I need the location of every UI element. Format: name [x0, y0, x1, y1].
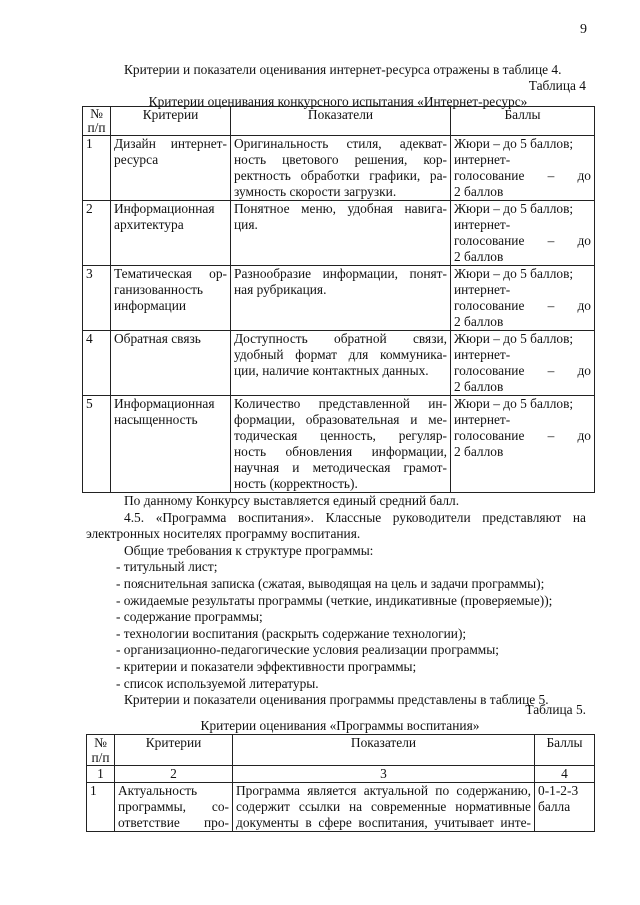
- table4-cell-indicators: [231, 201, 451, 266]
- table4-cell-indicators: [231, 136, 451, 201]
- table4-row: [83, 136, 595, 201]
- table5-header-indicators: Показатели: [233, 735, 535, 766]
- table5: [86, 734, 595, 832]
- table5-numbering-row: [87, 766, 595, 783]
- cell-line: Программа является актуальной по содержанию,: [236, 783, 531, 798]
- cell-line: Жюри – до 5 баллов;: [454, 266, 574, 281]
- table5-caption: Критерии оценивания «Программы воспитания»: [200, 718, 480, 733]
- cell-line: голосование – до: [454, 168, 591, 183]
- cell-line: ректность обработки графики, ра-: [234, 168, 447, 183]
- table4-row: [83, 331, 595, 396]
- table4-cell-indicators: [231, 396, 451, 493]
- table4-cell-criteria: [111, 396, 231, 493]
- table5-numbering-cell: 4: [535, 766, 595, 783]
- cell-line: ность цветового решения, кор-: [234, 152, 447, 167]
- table4-cell-num: 4: [83, 331, 111, 396]
- cell-line: интернет-: [454, 152, 511, 167]
- list-item: - пояснительная записка (сжатая, выводящая на цель и задачи программы);: [116, 576, 545, 591]
- table4-header-num: № п/п: [83, 107, 111, 136]
- list-item: - список используемой литературы.: [116, 675, 319, 691]
- table4-cell-score: [451, 331, 595, 396]
- cell-line: интернет-: [454, 217, 511, 232]
- table4-row: [83, 201, 595, 266]
- cell-line: Доступность обратной связи,: [234, 331, 447, 346]
- cell-line: Жюри – до 5 баллов;: [454, 136, 574, 151]
- cell-line: 0-1-2-3: [538, 783, 579, 798]
- table5-label: Таблица 5.: [525, 702, 586, 717]
- cell-line: балла: [538, 799, 571, 814]
- cell-line: голосование – до: [454, 233, 591, 248]
- cell-line: Количество представленной ин-: [234, 396, 447, 411]
- table5-cell-num: 1: [87, 783, 115, 832]
- table4-cell-num: 2: [83, 201, 111, 266]
- paragraph-program-heading: 4.5. «Программа воспитания». Классные руководители представляют на: [124, 509, 586, 525]
- table4-cell-score: [451, 136, 595, 201]
- intro-line: Критерии и показатели оценивания интернет-ресурса отражены в таблице 4.: [124, 62, 562, 77]
- list-item: - технологии воспитания (раскрыть содержание технологии);: [116, 625, 467, 641]
- paragraph-general-requirements: Общие требования к структуре программы:: [124, 542, 374, 558]
- list-item: - ожидаемые результаты программы (четкие, индикативные (проверяемые));: [116, 592, 553, 608]
- page-number: 9: [580, 22, 587, 37]
- table4-cell-indicators: [231, 266, 451, 331]
- table4-cell-num: 1: [83, 136, 111, 201]
- cell-line: интернет-: [454, 282, 511, 297]
- cell-line: голосование – до: [454, 363, 591, 378]
- table5-header-score: Баллы: [535, 735, 595, 766]
- list-item: - титульный лист;: [116, 559, 218, 575]
- table5-numbering-cell: 1: [87, 766, 115, 783]
- cell-line: 2 баллов: [454, 444, 504, 459]
- table4-cell-criteria: [111, 136, 231, 201]
- cell-line: 2 баллов: [454, 314, 504, 329]
- table4-cell-num: 5: [83, 396, 111, 493]
- cell-line: голосование – до: [454, 428, 591, 443]
- cell-line: Жюри – до 5 баллов;: [454, 201, 574, 216]
- cell-line: ция.: [234, 217, 258, 232]
- cell-line: содержит ссылки на современные нормативные: [236, 799, 531, 814]
- table5-cell-criteria: [115, 783, 233, 832]
- cell-line: Обратная связь: [114, 331, 201, 346]
- table5-header-num: № п/п: [87, 735, 115, 766]
- cell-line: Оригинальность стиля, адекват-: [234, 136, 447, 151]
- cell-line: документы в сфере воспитания, учитывает инте-: [236, 815, 531, 830]
- cell-line: Жюри – до 5 баллов;: [454, 396, 574, 411]
- table4-caption: Критерии оценивания конкурсного испытания «Интернет-ресурс»: [148, 94, 528, 109]
- cell-line: тодическая ценность, регуляр-: [234, 428, 447, 443]
- table4-cell-criteria: [111, 331, 231, 396]
- cell-line: Разнообразие информации, понят-: [234, 266, 447, 281]
- table5-row: [87, 783, 595, 832]
- cell-line: ность (корректность).: [234, 476, 358, 491]
- table4: [82, 106, 595, 493]
- cell-line: Дизайн интернет-: [114, 136, 227, 151]
- table5-header-row: [87, 735, 595, 766]
- table4-header-row: [83, 107, 595, 136]
- table4-cell-criteria: [111, 266, 231, 331]
- paragraph-single-score: По данному Конкурсу выставляется единый средний балл.: [124, 493, 460, 508]
- cell-line: интернет-: [454, 347, 511, 362]
- table4-row: [83, 396, 595, 493]
- list-item: - организационно-педагогические условия реализации программы;: [116, 642, 499, 658]
- table4-row: [83, 266, 595, 331]
- list-item: - содержание программы;: [116, 609, 263, 625]
- paragraph-program-continued: электронных носителях программу воспитания.: [86, 526, 361, 542]
- cell-line: насыщенность: [114, 412, 198, 427]
- table4-header-criteria: Критерии: [111, 107, 231, 136]
- cell-line: Жюри – до 5 баллов;: [454, 331, 574, 346]
- cell-line: 2 баллов: [454, 379, 504, 394]
- table5-numbering-cell: 2: [115, 766, 233, 783]
- cell-line: интернет-: [454, 412, 511, 427]
- cell-line: 2 баллов: [454, 184, 504, 199]
- cell-line: голосование – до: [454, 298, 591, 313]
- table5-header-criteria: Критерии: [115, 735, 233, 766]
- cell-line: ответствие про-: [118, 815, 229, 830]
- cell-line: программы, со-: [118, 799, 229, 814]
- cell-line: научная и методическая грамот-: [234, 460, 447, 475]
- table5-cell-indicators: [233, 783, 535, 832]
- table4-cell-score: [451, 396, 595, 493]
- cell-line: зумность скорости загрузки.: [234, 184, 397, 199]
- cell-line: 2 баллов: [454, 249, 504, 264]
- cell-line: удобный формат для коммуника-: [234, 347, 447, 362]
- cell-line: архитектура: [114, 217, 184, 232]
- cell-line: Информационная: [114, 201, 215, 216]
- cell-line: ная рубрикация.: [234, 282, 327, 297]
- closing-line: Критерии и показатели оценивания программы представлены в таблице 5.: [124, 692, 549, 708]
- table4-cell-num: 3: [83, 266, 111, 331]
- cell-line: ресурса: [114, 152, 159, 167]
- cell-line: ганизованность: [114, 282, 204, 297]
- table4-header-score: Баллы: [451, 107, 595, 136]
- table4-cell-score: [451, 201, 595, 266]
- cell-line: Тематическая ор-: [114, 266, 227, 281]
- table4-label: Таблица 4: [528, 78, 586, 93]
- table4-cell-criteria: [111, 201, 231, 266]
- table4-header-indicators: Показатели: [231, 107, 451, 136]
- cell-line: формации, образовательная и ме-: [234, 412, 447, 427]
- cell-line: информации: [114, 298, 187, 313]
- table4-cell-indicators: [231, 331, 451, 396]
- table5-cell-score: [535, 783, 595, 832]
- cell-line: Информационная: [114, 396, 215, 411]
- cell-line: ции, наличие контактных данных.: [234, 363, 429, 378]
- list-item: - критерии и показатели эффективности программы;: [116, 659, 417, 674]
- cell-line: ность обновления информации,: [234, 444, 447, 459]
- cell-line: Понятное меню, удобная навига-: [234, 201, 447, 216]
- cell-line: Актуальность: [118, 783, 198, 798]
- table4-cell-score: [451, 266, 595, 331]
- table5-numbering-cell: 3: [233, 766, 535, 783]
